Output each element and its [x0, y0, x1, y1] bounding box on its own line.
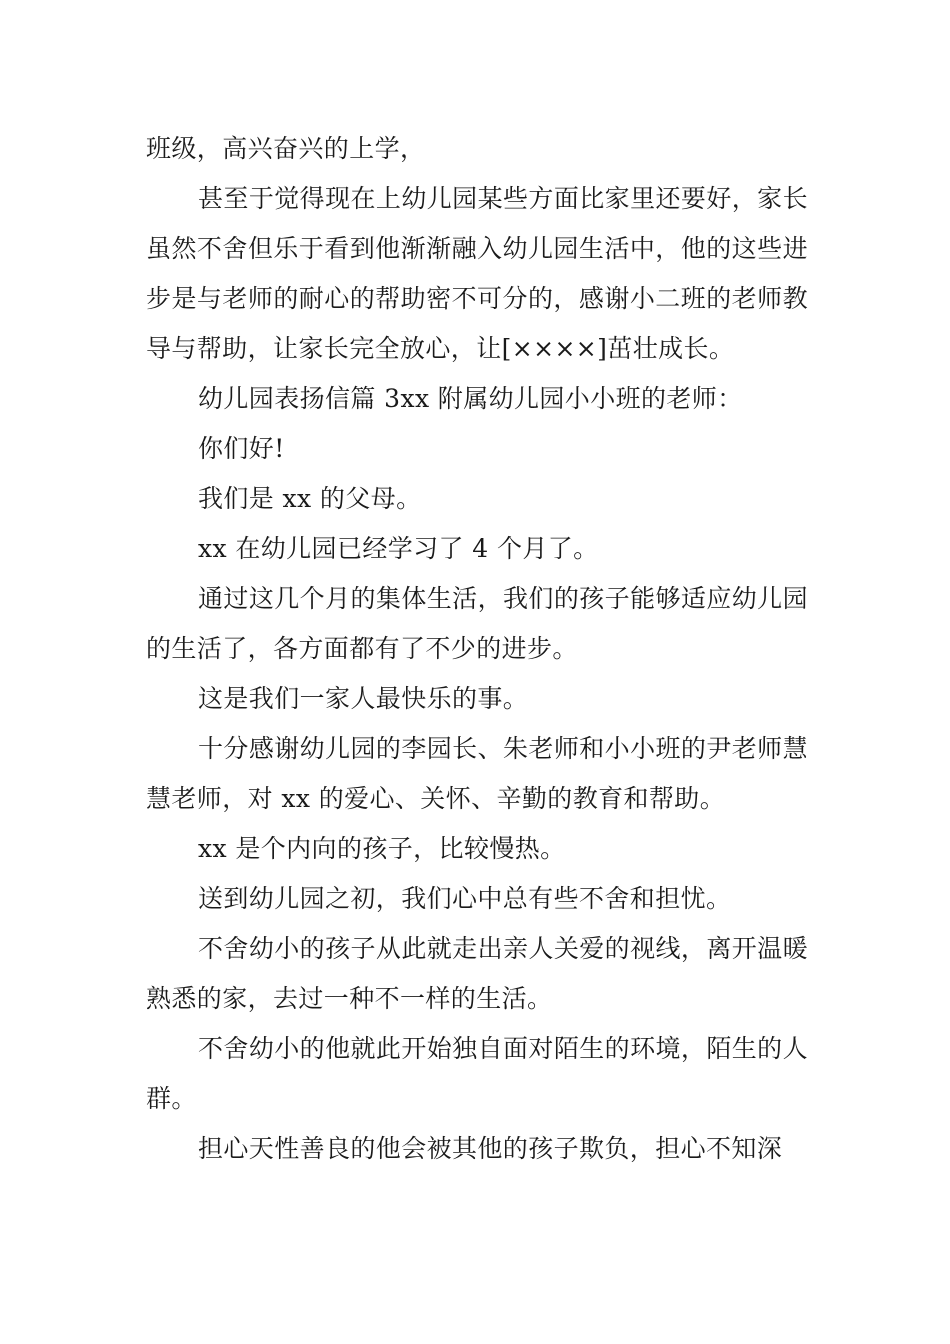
paragraph-5: 我们是 xx 的父母。 — [198, 484, 422, 513]
paragraph-7: 通过这几个月的集体生活，我们的孩子能够适应幼儿园的生活了，各方面都有了不少的进步。 — [146, 584, 808, 663]
paragraph-12: 不舍幼小的孩子从此就走出亲人关爱的视线，离开温暖熟悉的家，去过一种不一样的生活。 — [146, 934, 808, 1013]
paragraph-2: 甚至于觉得现在上幼儿园某些方面比家里还要好，家长虽然不舍但乐于看到他渐渐融入幼儿园生活中，他的这些进步是与老师的耐心的帮助密不可分的，感谢小二班的老师教导与帮助，让家长完全放心，让[××××]茁壮成长。 — [146, 184, 808, 363]
document-body — [146, 124, 808, 1174]
paragraph-9: 十分感谢幼儿园的李园长、朱老师和小小班的尹老师慧慧老师，对 xx 的爱心、关怀、辛勤的教育和帮助。 — [146, 734, 808, 813]
paragraph-8: 这是我们一家人最快乐的事。 — [198, 684, 529, 713]
paragraph-6: xx 在幼儿园已经学习了 4 个月了。 — [198, 534, 599, 563]
paragraph-11: 送到幼儿园之初，我们心中总有些不舍和担忧。 — [198, 884, 732, 913]
paragraph-10: xx 是个内向的孩子，比较慢热。 — [198, 834, 566, 863]
paragraph-14: 担心天性善良的他会被其他的孩子欺负，担心不知深 — [198, 1134, 783, 1163]
paragraph-3: 幼儿园表扬信篇 3xx 附属幼儿园小小班的老师： — [198, 384, 743, 413]
paragraph-1: 班级，高兴奋兴的上学， — [146, 134, 426, 163]
paragraph-4: 你们好! — [198, 434, 285, 463]
paragraph-13: 不舍幼小的他就此开始独自面对陌生的环境，陌生的人群。 — [146, 1034, 808, 1113]
